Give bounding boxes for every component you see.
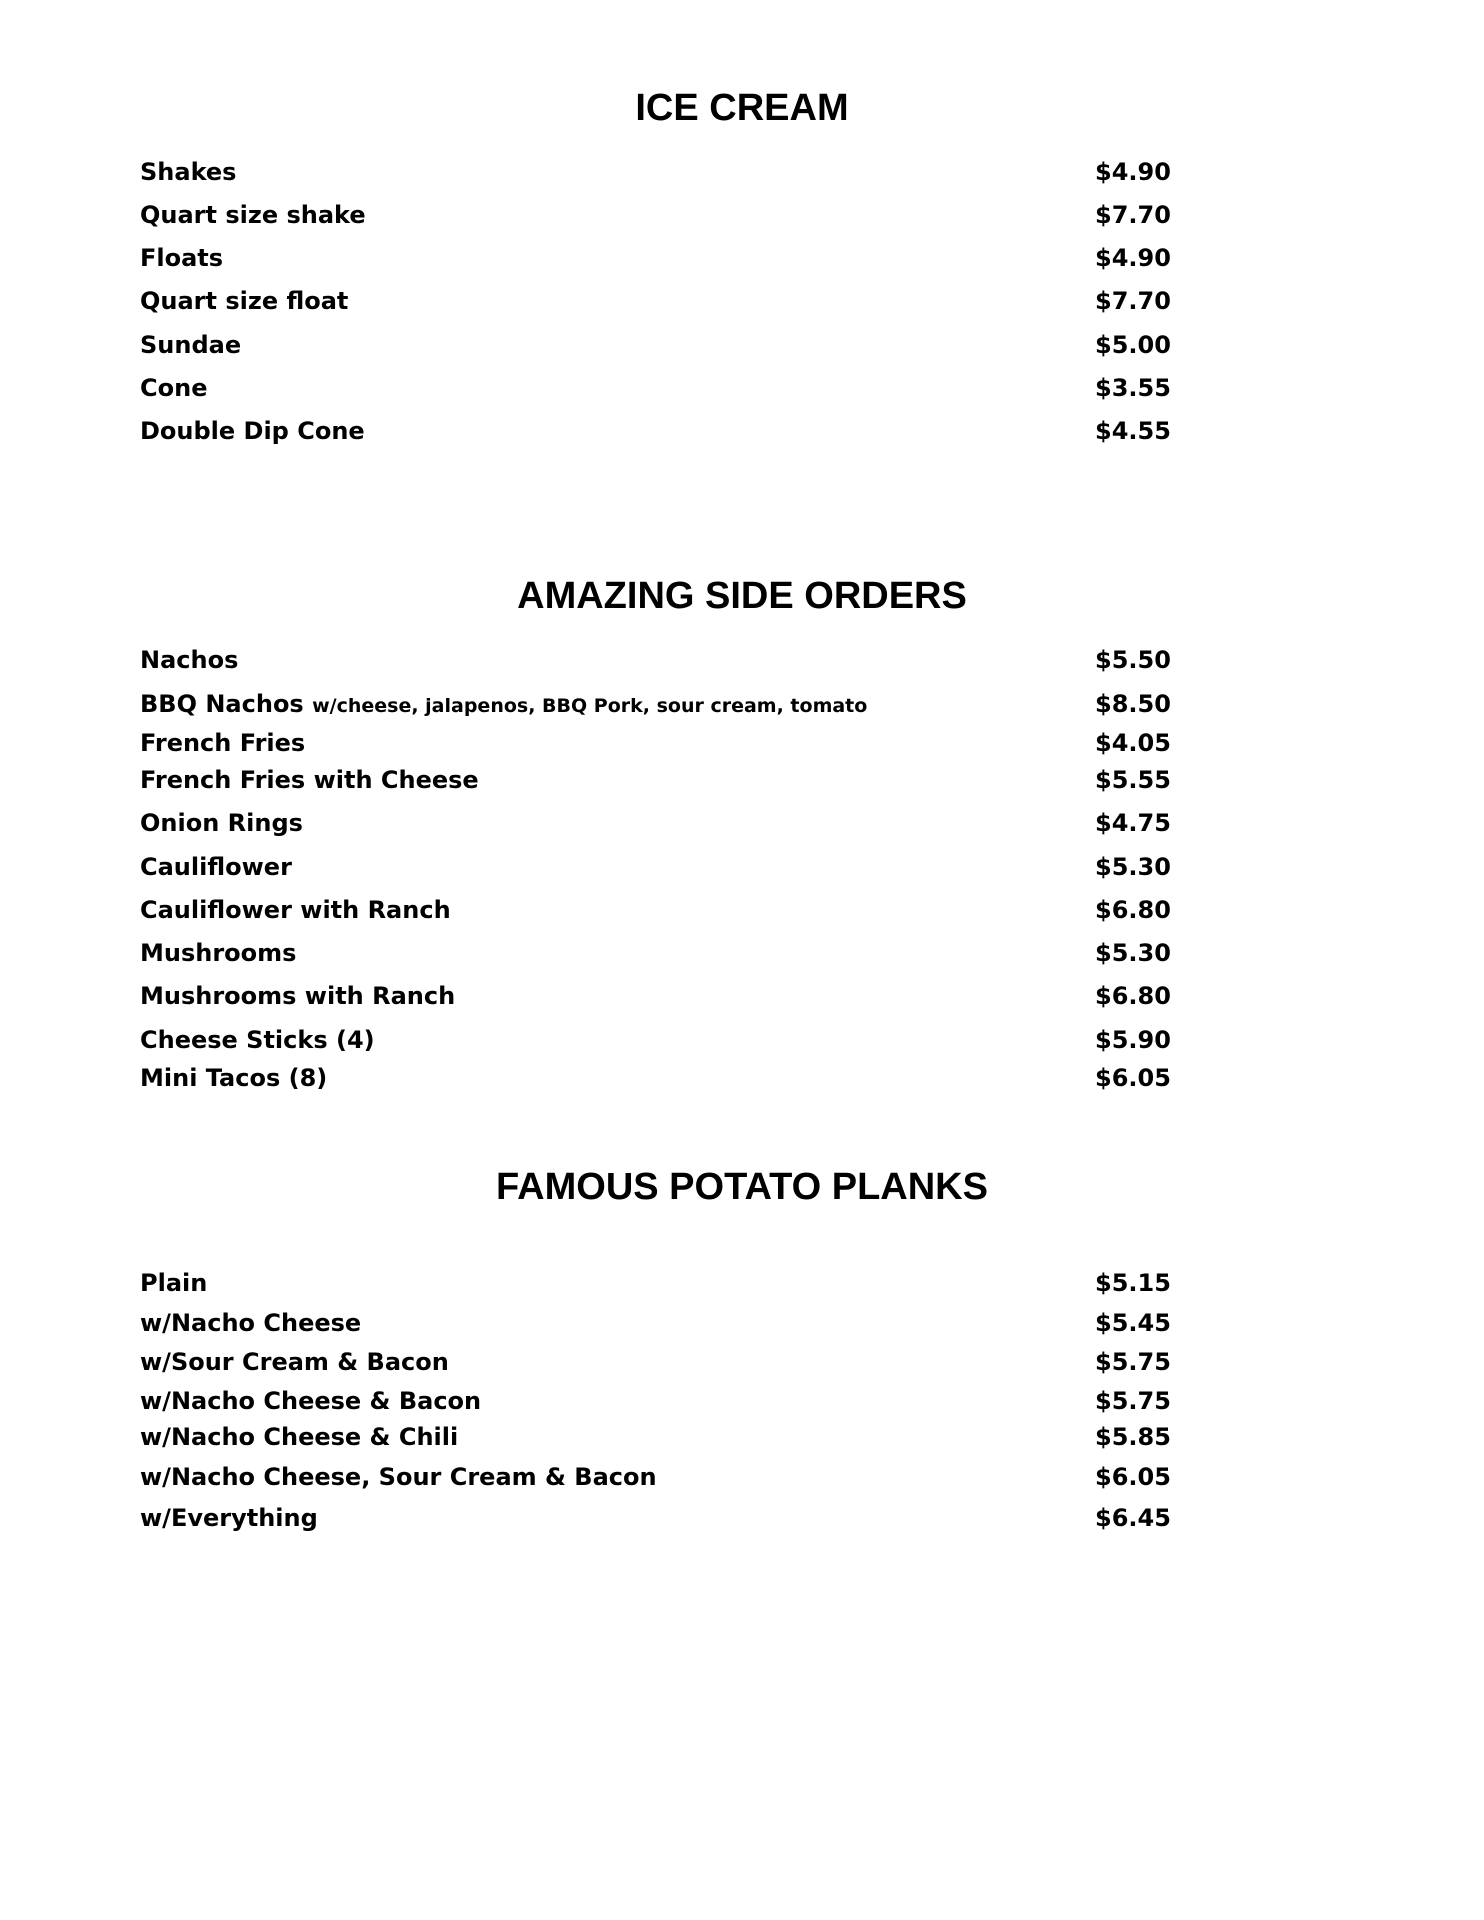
menu-item-title: BBQ Nachos — [140, 690, 304, 718]
menu-item-name: Floats — [140, 244, 224, 272]
menu-item-name: Cauliflower with Ranch — [140, 896, 451, 924]
menu-item-price: $5.90 — [1095, 1026, 1171, 1054]
menu-item-name: Quart size shake — [140, 201, 366, 229]
menu-item-name: Mushrooms — [140, 939, 297, 967]
menu-item-price: $5.85 — [1095, 1423, 1171, 1451]
menu-item-price: $4.90 — [1095, 158, 1171, 186]
menu-item-price: $4.90 — [1095, 244, 1171, 272]
menu-item-price: $6.80 — [1095, 982, 1171, 1010]
menu-item-name: w/Everything — [140, 1504, 318, 1532]
menu-item-name: Mini Tacos (8) — [140, 1064, 328, 1092]
menu-item-price: $3.55 — [1095, 374, 1171, 402]
menu-item-price: $4.05 — [1095, 729, 1171, 757]
menu-item-price: $5.00 — [1095, 331, 1171, 359]
menu-item-name: Onion Rings — [140, 809, 303, 837]
menu-item-name: w/Sour Cream & Bacon — [140, 1348, 449, 1376]
menu-item-name: Cauliflower — [140, 853, 292, 881]
menu-item-name: Nachos — [140, 646, 239, 674]
menu-item-price: $5.45 — [1095, 1309, 1171, 1337]
menu-item-name: Cone — [140, 374, 208, 402]
menu-item-name: Mushrooms with Ranch — [140, 982, 456, 1010]
menu-item-name: Sundae — [140, 331, 242, 359]
menu-item-price: $6.05 — [1095, 1463, 1171, 1491]
section-title-potato-planks: FAMOUS POTATO PLANKS — [496, 1166, 988, 1208]
menu-item-price: $4.75 — [1095, 809, 1171, 837]
section-title-ice-cream: ICE CREAM — [635, 87, 849, 129]
menu-item-price: $4.55 — [1095, 417, 1171, 445]
menu-item-price: $5.55 — [1095, 766, 1171, 794]
menu-item-name: French Fries with Cheese — [140, 766, 479, 794]
menu-item-price: $7.70 — [1095, 287, 1171, 315]
menu-item-name — [140, 688, 867, 722]
menu-item-name: Quart size float — [140, 287, 349, 315]
menu-item-price: $5.75 — [1095, 1348, 1171, 1376]
menu-item-price: $6.05 — [1095, 1064, 1171, 1092]
section-title-side-orders: AMAZING SIDE ORDERS — [517, 575, 967, 617]
menu-item-price: $7.70 — [1095, 201, 1171, 229]
menu-item-price: $5.15 — [1095, 1269, 1171, 1297]
menu-item-name: Cheese Sticks (4) — [140, 1026, 375, 1054]
menu-item-name: Shakes — [140, 158, 237, 186]
menu-item-name: w/Nacho Cheese — [140, 1309, 362, 1337]
menu-item-description: w/cheese, jalapenos, BBQ Pork, sour cream, tomato — [312, 695, 868, 717]
menu-item-price: $5.50 — [1095, 646, 1171, 674]
menu-item-name: Plain — [140, 1269, 208, 1297]
menu-item-price: $5.30 — [1095, 939, 1171, 967]
menu-item-price: $8.50 — [1095, 690, 1171, 718]
menu-item-name: w/Nacho Cheese, Sour Cream & Bacon — [140, 1463, 657, 1491]
menu-item-price: $5.75 — [1095, 1387, 1171, 1415]
menu-item-name: w/Nacho Cheese & Chili — [140, 1423, 459, 1451]
menu-item-price: $6.45 — [1095, 1504, 1171, 1532]
menu-item-name: Double Dip Cone — [140, 417, 365, 445]
menu-item-name: French Fries — [140, 729, 306, 757]
menu-item-price: $5.30 — [1095, 853, 1171, 881]
menu-item-price: $6.80 — [1095, 896, 1171, 924]
menu-item-name: w/Nacho Cheese & Bacon — [140, 1387, 482, 1415]
